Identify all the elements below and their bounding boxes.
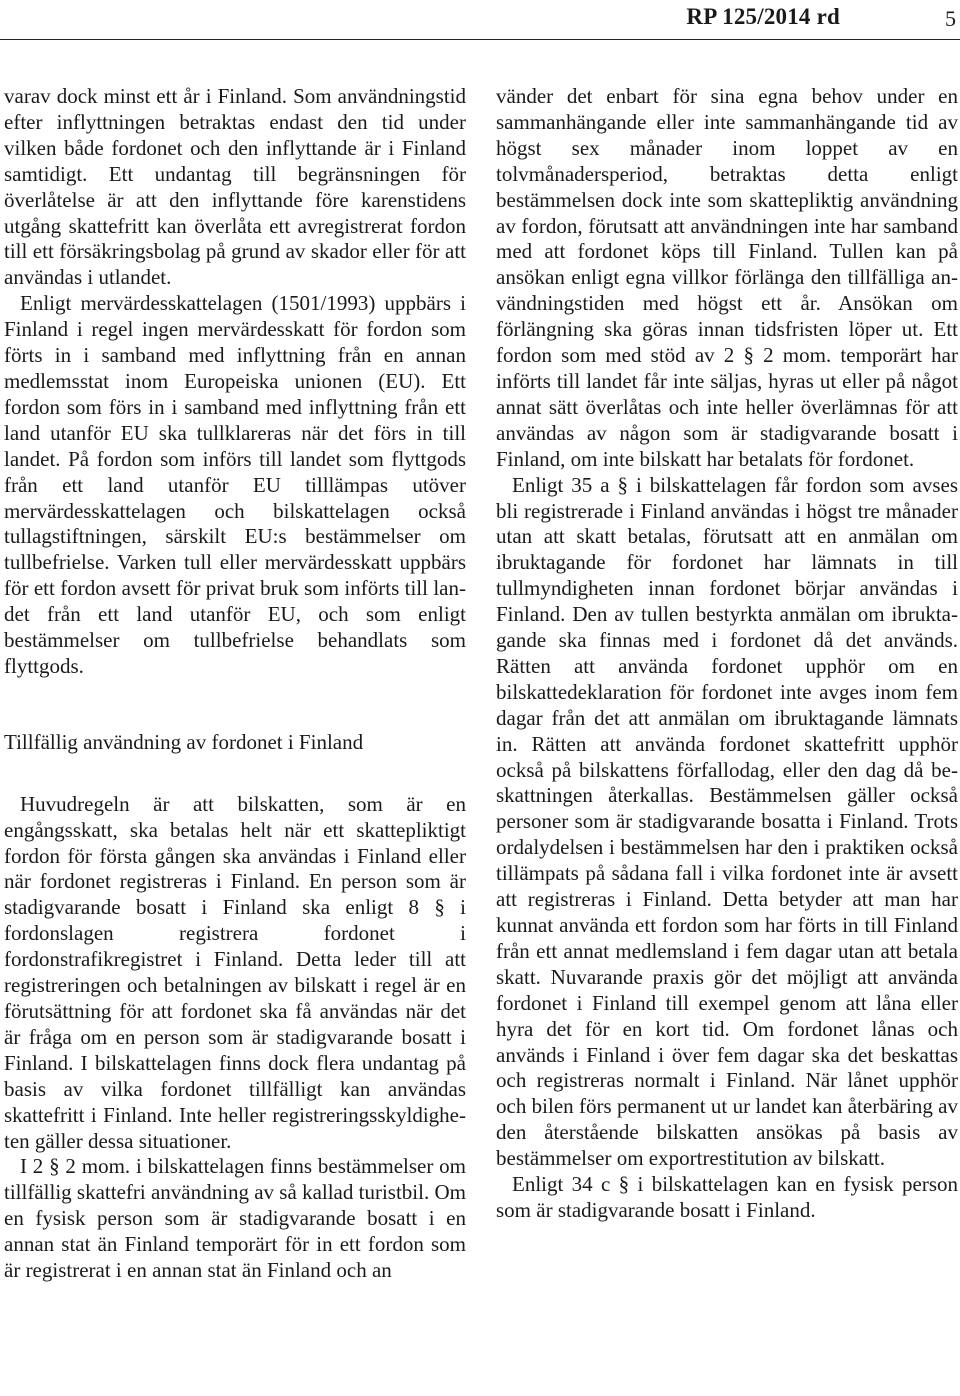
spacer xyxy=(4,756,466,792)
document-identifier: RP 125/2014 rd xyxy=(686,4,840,29)
paragraph: I 2 § 2 mom. i bilskattelagen finns bestämmelser om tillfällig skattefri användning av så kallad turistbil. Om en fysisk person som är stadigvarande bosatt i en annan stat än Finland temporärt för in ett fordon som är registrerat i en annan stat än Finland och an xyxy=(4,1154,466,1283)
page-header xyxy=(0,0,960,40)
paragraph: varav dock minst ett år i Finland. Som användningstid efter inflyttningen betraktas endast den tid under vilken både fordonet och den inflyttande är i Finland samtidigt. Ett undantag till begränsningen för överlåtelse är att den inflyttande före karenstidens utgång skattefritt kan överlåta ett avregistrerat fordon till ett försäkringsbolag på grund av skador eller för att användas i utlandet. xyxy=(4,84,466,290)
spacer xyxy=(4,680,466,730)
right-column xyxy=(496,84,958,1224)
paragraph: Enligt 34 c § i bilskattelagen kan en fysisk person som är stadigvarande bosatt i Finland. xyxy=(496,1172,958,1222)
paragraph: vänder det enbart för sina egna behov under en sammanhängande eller inte sammanhängande tid av högst sex månader inom loppet av en tolvmånadersperiod, betraktas detta enligt bestämmelsen dock inte som skattepliktig användning av fordon, förutsatt att användningen inte har samband med att fordonet köps till Finland. Tullen kan på ansökan enligt egna villkor förlänga den tillfälliga användningstiden med högst ett år. Ansökan om förlängning ska göras innan tidsfristen löper ut. Ett fordon som med stöd av 2 § 2 mom. temporärt har införts till landet får inte säljas, hyras ut eller på något annat sätt överlåtas och inte heller överlämnas för att användas av någon som är stadigvarande bosatt i Finland, om inte bilskatt har betalats för fordonet. xyxy=(496,84,958,471)
left-column xyxy=(4,84,466,1284)
page-number: 5 xyxy=(945,6,956,31)
paragraph: Enligt mervärdesskattelagen (1501/1993) uppbärs i Finland i regel ingen mervärdesskatt för fordon som förts in i samband med inflyttning från en annan medlemsstat inom Europeiska unionen (EU). Ett fordon som förs in i samband med inflyttning från ett land utanför EU ska tullklareras när det förs in till landet. På fordon som införs till landet som flyttgods från ett land utanför EU tilllämpas utöver mervärdesskattelagen och bilskattelagen också tullagstiftningen, särskilt EU:s bestämmelser om tullbefrielse. Varken tull eller mervärdesskatt uppbärs för ett fordon avsett för privat bruk som införts till landet från ett land utanför EU, och som enligt bestämmelser om tullbefrielse behandlats som flyttgods. xyxy=(4,291,466,678)
paragraph: Enligt 35 a § i bilskattelagen får fordon som avses bli registrerade i Finland användas i högst tre månader utan att skatt betalas, förutsatt att en anmälan om ibruktagande för fordonet har lämnats in till tullmyndigheten innan fordonet börjar användas i Finland. Den av tullen bestyrkta anmälan om ibruktagande ska finnas med i fordonet då det används. Rätten att använda fordonet upphör om en bilskattedeklaration för fordonet inte avges inom fem dagar från det att anmälan om ibruktagande lämnats in. Rätten att använda fordonet skattefritt upphör också på bilskattens förfallodag, eller den dag då beskattningen återkallas. Bestämmelsen gäller också personer som är stadigvarande bosatta i Finland. Trots ordalydelsen i bestämmelsen har den i praktiken också tillämpats på sådana fall i vilka fordonet inte är avsett att registreras i Finland. Detta betyder att man har kunnat använda ett fordon som har förts in till Finland från ett annat medlemsland i fem dagar utan att betala skatt. Nuvarande praxis gör det möjligt att använda fordonet i Finland till exempel genom att låna eller hyra det för en kort tid. Om fordonet lånas och används i Finland i över fem dagar ska det beskattas och registreras normalt i Finland. När lånet upphör och bilen förs permanent ut ur landet kan återbäring av den återstående bilskatten ansökas på basis av bestämmelser om exportrestitution av bilskatt. xyxy=(496,472,958,1171)
paragraph: Huvudregeln är att bilskatten, som är en engångsskatt, ska betalas helt när ett skattepliktigt fordon för första gången ska användas i Finland eller när fordonet registreras i Finland. En person som är stadigvarande bosatt i Finland ska enligt 8 § i fordonslagen registrera fordonet i fordonstrafikregistret i Finland. Detta leder till att registreringen och betalningen av bilskatt i regel är en förutsättning för att fordonet ska få användas när det är fråga om en person som är stadigvarande bosatt i Finland. I bilskattelagen finns dock flera undantag på basis av vilka fordonet tillfälligt kan användas skattefritt i Finland. Inte heller registreringsskyldigheten gäller dessa situationer. xyxy=(4,791,466,1153)
section-heading: Tillfällig användning av fordonet i Finland xyxy=(4,729,364,754)
